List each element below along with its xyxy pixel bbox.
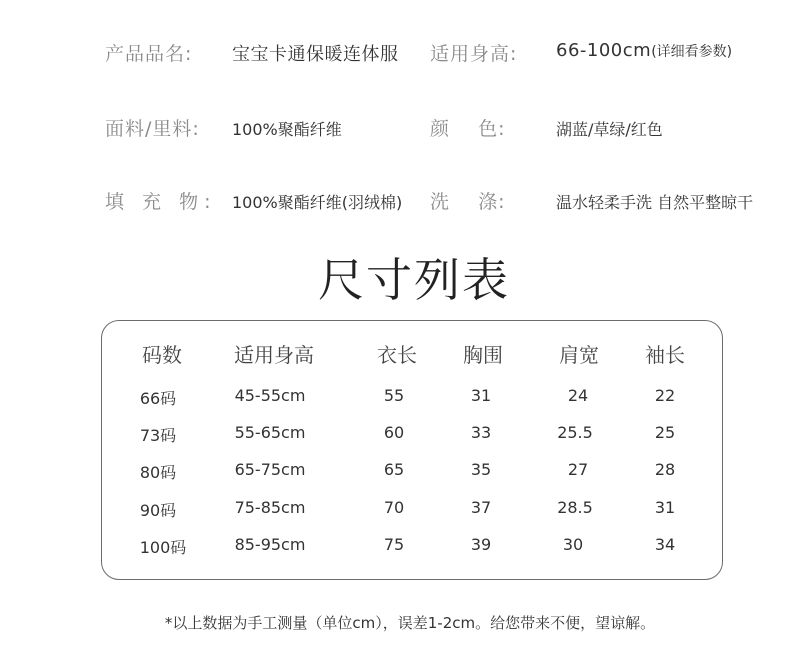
table-cell: 55 [383,386,405,405]
height-range-value [556,40,732,61]
table-cell: 100码 [139,538,187,557]
table-cell: 45-55cm [234,386,306,405]
table-cell: 22 [654,386,676,405]
table-cell: 35 [470,460,492,479]
table-cell: 65-75cm [234,460,306,479]
table-cell: 28 [654,460,676,479]
table-cell: 75 [383,535,405,554]
table-cell: 85-95cm [234,535,306,554]
header-height: 适用身高 [234,343,314,367]
header-size: 码数 [142,343,182,367]
header-chest: 胸围 [463,343,503,367]
table-cell: 33 [470,423,492,442]
filling-value: 100%聚酯纤维(羽绒棉) [232,193,403,212]
table-cell: 30 [562,535,584,554]
table-cell: 60 [383,423,405,442]
table-cell: 24 [567,386,589,405]
color-value: 湖蓝/草绿/红色 [556,120,663,139]
header-sleeve: 袖长 [645,343,685,367]
washing-label: 洗 涤: [430,191,506,213]
table-cell: 39 [470,535,492,554]
fabric-label: 面料/里料: [105,118,200,140]
header-shoulder: 肩宽 [559,343,599,367]
table-cell: 27 [567,460,589,479]
height-range-note: (详细看参数) [651,44,733,60]
size-chart-title: 尺寸列表 [318,253,510,307]
table-cell: 73码 [139,426,177,445]
table-cell: 25.5 [557,423,593,442]
table-cell: 28.5 [557,498,593,517]
table-cell: 75-85cm [234,498,306,517]
table-cell: 31 [470,386,492,405]
table-cell: 25 [654,423,676,442]
product-name-value: 宝宝卡通保暖连体服 [232,44,399,65]
product-name-label: 产品品名: [105,43,193,65]
washing-value: 温水轻柔手洗 自然平整晾干 [556,193,754,212]
header-length: 衣长 [377,343,417,367]
table-cell: 34 [654,535,676,554]
table-cell: 65 [383,460,405,479]
table-cell: 90码 [139,501,177,520]
height-range-number: 66-100cm [556,40,652,61]
fabric-value: 100%聚酯纤维 [232,120,342,139]
table-cell: 80码 [139,463,177,482]
height-range-label: 适用身高: [430,43,518,65]
table-cell: 70 [383,498,405,517]
measurement-footnote: *以上数据为手工测量（单位cm），误差1-2cm。给您带来不便，望谅解。 [164,614,656,632]
filling-label: 填 充 物: [105,191,217,213]
table-cell: 31 [654,498,676,517]
table-cell: 55-65cm [234,423,306,442]
table-cell: 66码 [139,389,177,408]
table-cell: 37 [470,498,492,517]
color-label: 颜 色: [430,118,506,140]
